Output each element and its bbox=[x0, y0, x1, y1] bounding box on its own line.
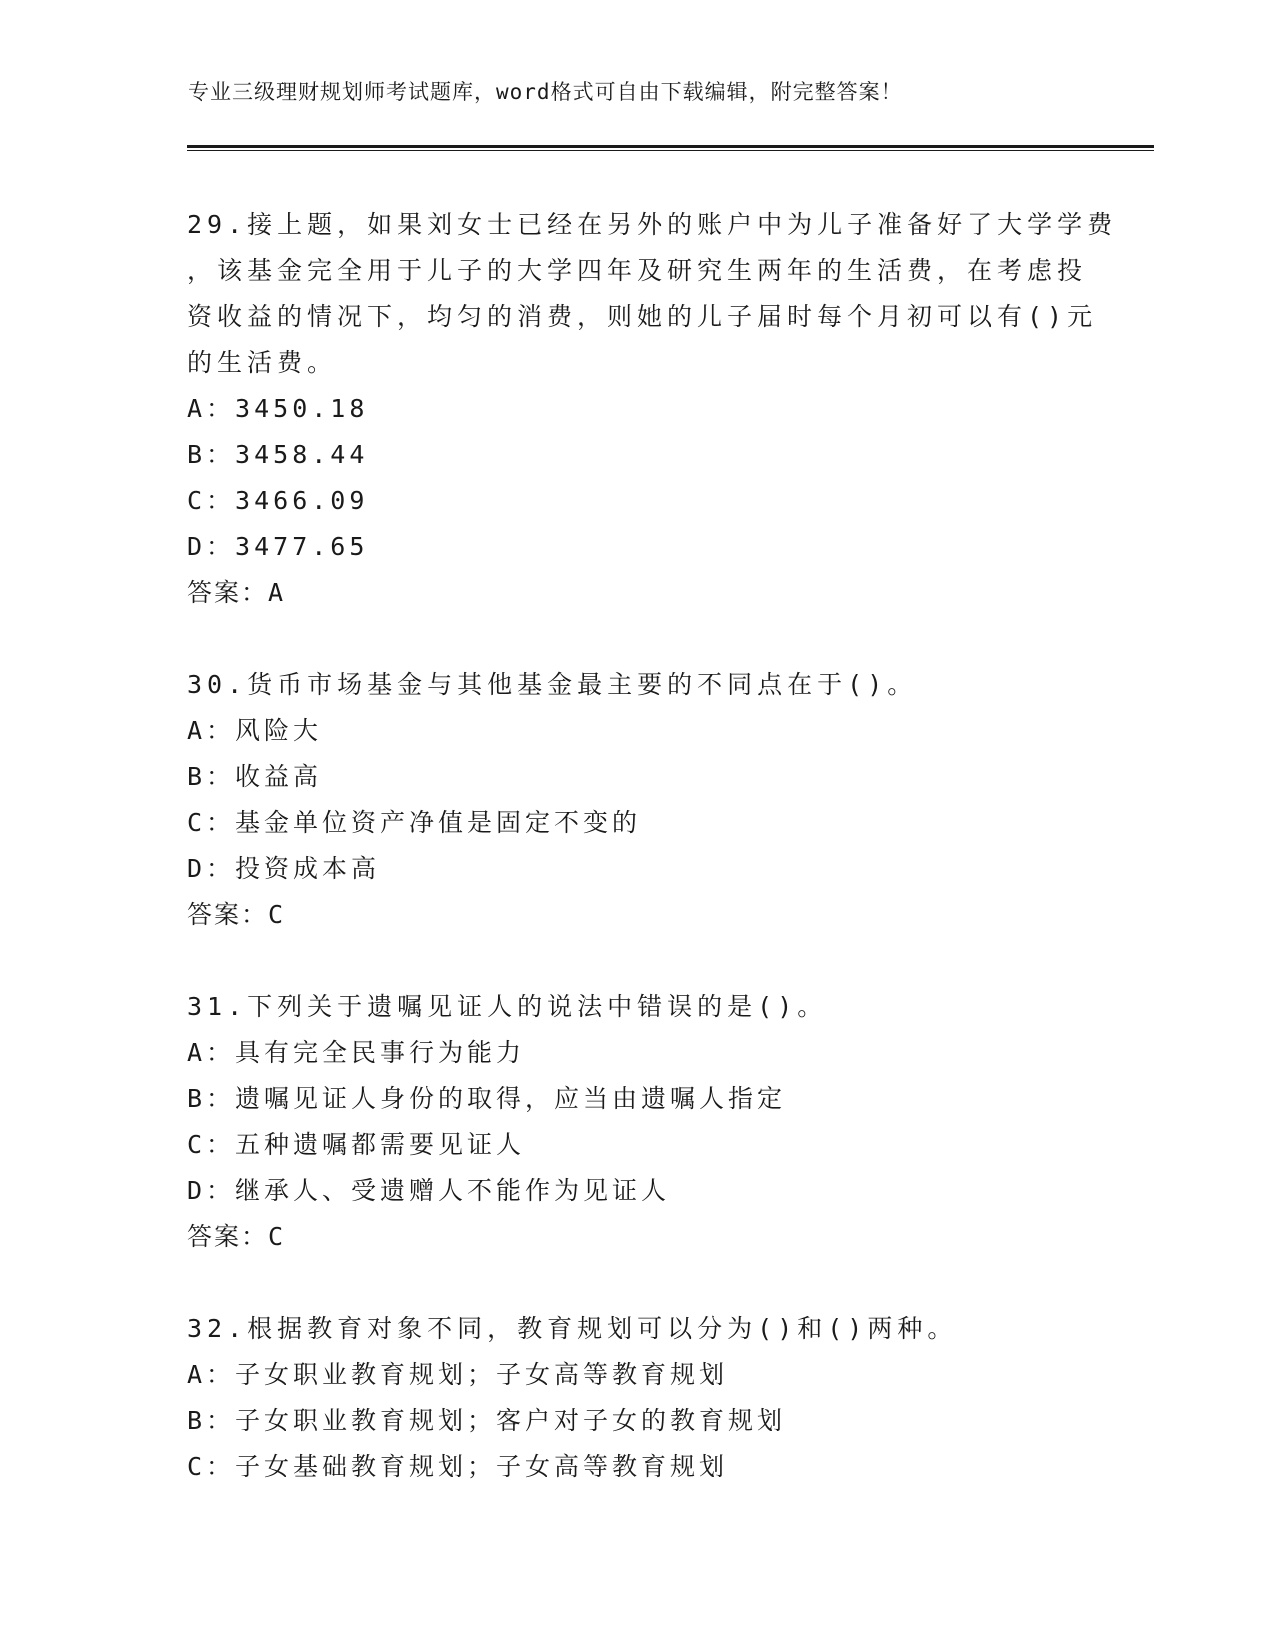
question-31 bbox=[187, 984, 1087, 1260]
option-a: A：子女职业教育规划；子女高等教育规划 bbox=[187, 1360, 729, 1389]
stem-line: 31.下列关于遗嘱见证人的说法中错误的是()。 bbox=[187, 992, 828, 1021]
header-divider bbox=[187, 145, 1154, 151]
question-32 bbox=[187, 1306, 1087, 1490]
question-29 bbox=[187, 202, 1118, 616]
stem-line: 的生活费。 bbox=[187, 348, 338, 377]
question-stem bbox=[187, 1306, 1087, 1352]
option-c: C：3466.09 bbox=[187, 486, 369, 515]
question-30 bbox=[187, 662, 1087, 938]
option-c: C：子女基础教育规划；子女高等教育规划 bbox=[187, 1452, 729, 1481]
option-a: A：风险大 bbox=[187, 716, 323, 745]
stem-line: 29.接上题，如果刘女士已经在另外的账户中为儿子准备好了大学学费 bbox=[187, 210, 1118, 239]
option-b: B：收益高 bbox=[187, 762, 323, 791]
question-stem bbox=[187, 662, 1087, 708]
stem-line: 32.根据教育对象不同，教育规划可以分为()和()两种。 bbox=[187, 1314, 958, 1343]
option-a: A：具有完全民事行为能力 bbox=[187, 1038, 526, 1067]
option-b: B：遗嘱见证人身份的取得，应当由遗嘱人指定 bbox=[187, 1084, 787, 1113]
option-c: C：基金单位资产净值是固定不变的 bbox=[187, 808, 642, 837]
stem-line: ，该基金完全用于儿子的大学四年及研究生两年的生活费，在考虑投 bbox=[187, 256, 1088, 285]
answer: 答案：C bbox=[187, 900, 286, 929]
answer: 答案：A bbox=[187, 578, 286, 607]
stem-line: 30.货币市场基金与其他基金最主要的不同点在于()。 bbox=[187, 670, 918, 699]
option-d: D：3477.65 bbox=[187, 532, 369, 561]
option-a: A：3450.18 bbox=[187, 394, 369, 423]
page-header: 专业三级理财规划师考试题库，word格式可自由下载编辑，附完整答案！ bbox=[188, 80, 903, 104]
question-list bbox=[187, 202, 1118, 1536]
option-b: B：3458.44 bbox=[187, 440, 369, 469]
question-stem bbox=[187, 202, 1118, 386]
stem-line: 资收益的情况下，均匀的消费，则她的儿子届时每个月初可以有()元 bbox=[187, 302, 1098, 331]
answer: 答案：C bbox=[187, 1222, 286, 1251]
question-stem bbox=[187, 984, 1087, 1030]
option-d: D：投资成本高 bbox=[187, 854, 381, 883]
option-d: D：继承人、受遗赠人不能作为见证人 bbox=[187, 1176, 671, 1205]
option-b: B：子女职业教育规划；客户对子女的教育规划 bbox=[187, 1406, 787, 1435]
option-c: C：五种遗嘱都需要见证人 bbox=[187, 1130, 526, 1159]
